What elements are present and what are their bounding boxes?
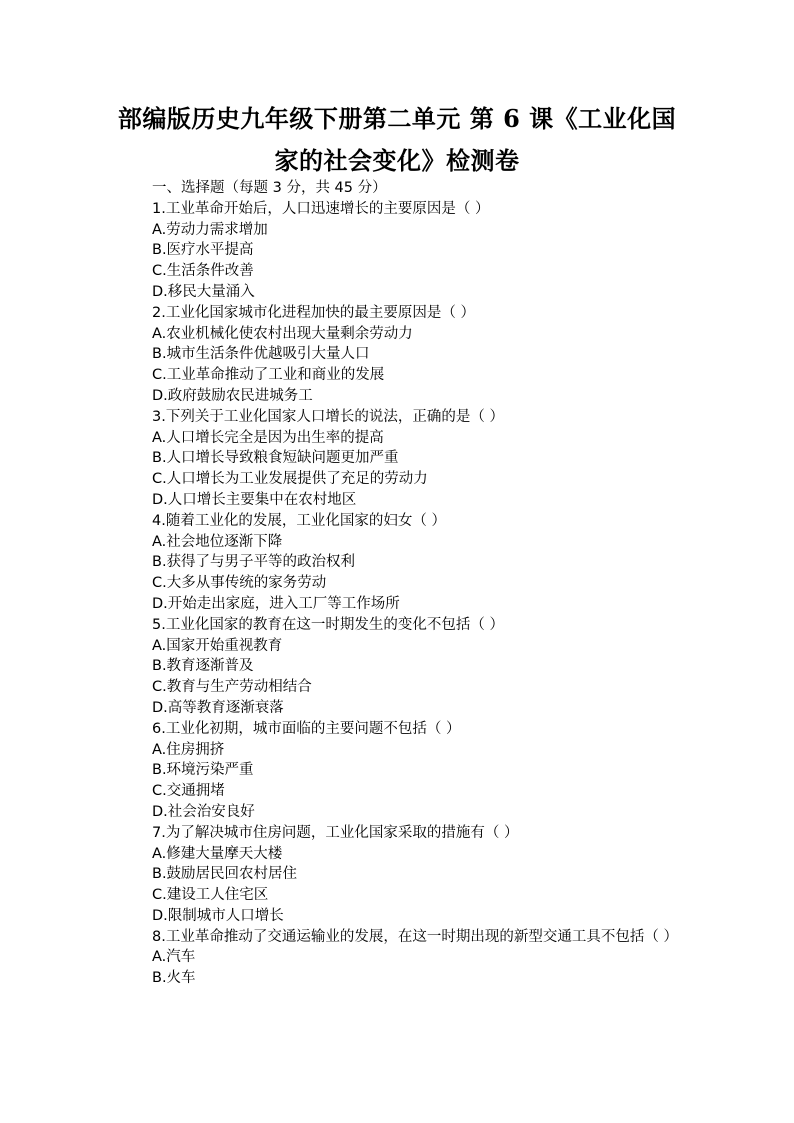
option: C.大多从事传统的家务劳动 xyxy=(152,575,327,592)
option: B.获得了与男子平等的政治权利 xyxy=(152,554,356,571)
option: B.城市生活条件优越吸引大量人口 xyxy=(152,346,370,363)
option: A.农业机械化使农村出现大量剩余劳动力 xyxy=(152,325,413,342)
option: B.鼓励居民回农村居住 xyxy=(152,866,298,883)
question-stem: 1.工业革命开始后，人口迅速增长的主要原因是（ ） xyxy=(152,200,490,217)
question-stem: 8.工业革命推动了交通运输业的发展，在这一时期出现的新型交通工具不包括（ ） xyxy=(152,928,678,945)
option: B.教育逐渐普及 xyxy=(152,658,254,675)
option: A.住房拥挤 xyxy=(152,741,225,758)
question-stem: 4.随着工业化的发展，工业化国家的妇女（ ） xyxy=(152,512,446,529)
option: A.人口增长完全是因为出生率的提高 xyxy=(152,429,384,446)
option: D.高等教育逐渐衰落 xyxy=(152,699,284,716)
option: D.政府鼓励农民进城务工 xyxy=(152,387,313,404)
option: C.人口增长为工业发展提供了充足的劳动力 xyxy=(152,471,428,488)
option: A.社会地位逐渐下降 xyxy=(152,533,283,550)
option: A.修建大量摩天大楼 xyxy=(152,845,283,862)
question-stem: 5.工业化国家的教育在这一时期发生的变化不包括（ ） xyxy=(152,616,504,633)
section-heading: 一、选择题（每题 3 分，共 45 分） xyxy=(152,180,387,196)
document-title xyxy=(100,98,694,182)
option: B.环境污染严重 xyxy=(152,762,254,779)
option: C.工业革命推动了工业和商业的发展 xyxy=(152,367,385,384)
question-stem: 6.工业化初期，城市面临的主要问题不包括（ ） xyxy=(152,720,461,737)
option: D.限制城市人口增长 xyxy=(152,907,284,924)
title-line-2: 家的社会变化》检测卷 xyxy=(274,146,520,175)
option: C.生活条件改善 xyxy=(152,263,254,280)
question-list xyxy=(118,178,688,989)
option: B.医疗水平提高 xyxy=(152,242,254,259)
option: D.人口增长主要集中在农村地区 xyxy=(152,491,357,508)
question-stem: 2.工业化国家城市化进程加快的最主要原因是（ ） xyxy=(152,304,475,321)
option: B.人口增长导致粮食短缺问题更加严重 xyxy=(152,450,399,467)
option: C.教育与生产劳动相结合 xyxy=(152,679,312,696)
option: B.火车 xyxy=(152,970,196,987)
option: C.建设工人住宅区 xyxy=(152,887,269,904)
option: A.汽车 xyxy=(152,949,196,966)
option: C.交通拥堵 xyxy=(152,783,225,800)
question-stem: 7.为了解决城市住房问题，工业化国家采取的措施有（ ） xyxy=(152,824,519,841)
option: A.劳动力需求增加 xyxy=(152,221,268,238)
title-line-1: 部编版历史九年级下册第二单元 第 6 课《工业化国 xyxy=(117,104,677,133)
option: A.国家开始重视教育 xyxy=(152,637,283,654)
option: D.移民大量涌入 xyxy=(152,283,255,300)
option: D.开始走出家庭，进入工厂等工作场所 xyxy=(152,595,400,612)
question-stem: 3.下列关于工业化国家人口增长的说法，正确的是（ ） xyxy=(152,408,504,425)
option: D.社会治安良好 xyxy=(152,803,255,820)
